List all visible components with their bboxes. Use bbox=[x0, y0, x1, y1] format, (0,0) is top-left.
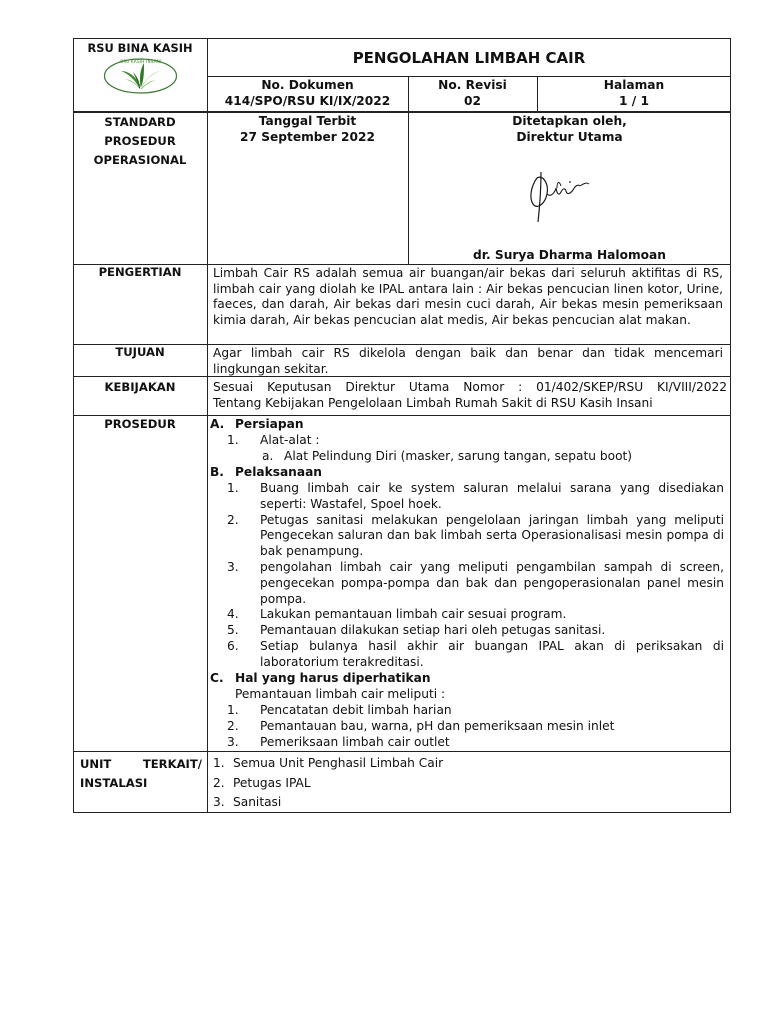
unit-label: UNIT TERKAIT/ INSTALASI bbox=[80, 757, 202, 790]
prosedur-content bbox=[210, 417, 724, 751]
list-item: 3. Sanitasi bbox=[213, 795, 282, 809]
list-item: 4. Lakukan pemantauan limbah cair sesuai program. bbox=[227, 607, 567, 622]
signatory-name: dr. Surya Dharma Halomoan bbox=[473, 248, 666, 262]
issue-date-label: Tanggal Terbit bbox=[258, 114, 357, 128]
prosedur-label: PROSEDUR bbox=[104, 417, 176, 431]
pengertian-text: Limbah Cair RS adalah semua air buangan/air bekas dari seluruh aktifitas di RS, limbah cair yang diolah ke IPAL antara lain : Air bekas pencucian linen kotor, Urine, faeces, dan darah, Air bekas dari mesin cuci darah, Air bekas mesin pemeriksaan kimia darah, Air bekas pencucian alat medis, Air bekas pencucian alat makan. bbox=[213, 266, 723, 327]
list-item: 5. Pemantauan dilakukan setiap hari oleh petugas sanitasi. bbox=[227, 623, 606, 638]
list-item: 3. pengolahan limbah cair yang meliputi pengambilan sampah di screen, pengecekan pompa-pompa dan bak dan pengoperasionalan panel mesin pompa. bbox=[227, 559, 724, 606]
list-item: 6. Setiap bulanya hasil akhir air buangan IPAL akan di periksakan di laboratorium terakreditasi. bbox=[227, 639, 724, 670]
sop-label: STANDARD PROSEDUR OPERASIONAL bbox=[93, 115, 187, 167]
section-c-list bbox=[210, 703, 724, 751]
unit-list bbox=[213, 754, 713, 813]
page-label: Halaman bbox=[603, 78, 665, 92]
list-item: 1. Pencatatan debit limbah harian bbox=[227, 702, 452, 717]
section-c-intro: Pemantauan limbah cair meliputi : bbox=[235, 686, 446, 701]
doc-number: 414/SPO/RSU KI/IX/2022 bbox=[224, 94, 391, 108]
list-item: 2. Petugas IPAL bbox=[213, 775, 311, 790]
pengertian-label: PENGERTIAN bbox=[98, 265, 182, 279]
hospital-logo bbox=[103, 56, 178, 96]
kebijakan-label: KEBIJAKAN bbox=[104, 380, 176, 394]
section-b-list bbox=[210, 481, 724, 671]
tujuan-text: Agar limbah cair RS dikelola dengan baik dan benar dan tidak mencemari lingkungan sekitar. bbox=[213, 346, 723, 376]
doc-number-label: No. Dokumen bbox=[261, 78, 354, 92]
section-a-item-1: 1. Alat-alat : bbox=[227, 433, 320, 447]
hospital-name: RSU BINA KASIH bbox=[87, 41, 193, 55]
page-number: 1 / 1 bbox=[619, 94, 649, 108]
list-item: 1. Buang limbah cair ke system saluran melalui sarana yang disediakan seperti: Wastafel, Spoel hoek. bbox=[227, 481, 724, 511]
issue-date: 27 September 2022 bbox=[240, 130, 375, 144]
revision-number: 02 bbox=[464, 94, 481, 108]
section-a-item-1a: a. Alat Pelindung Diri (masker, sarung tangan, sepatu boot) bbox=[262, 449, 633, 463]
tujuan-label: TUJUAN bbox=[115, 345, 165, 359]
kebijakan-line-2: Tentang Kebijakan Pengelolaan Limbah Rumah Sakit di RSU Kasih Insani bbox=[213, 396, 653, 410]
logo-arc-text: RSU KASIH INSANI bbox=[120, 59, 162, 64]
director-signature bbox=[523, 164, 613, 226]
approved-by-label: Ditetapkan oleh, bbox=[512, 114, 627, 128]
section-b-heading: B. Pelaksanaan bbox=[210, 465, 322, 479]
approved-role: Direktur Utama bbox=[516, 130, 623, 144]
document-title: PENGOLAHAN LIMBAH CAIR bbox=[352, 49, 586, 67]
section-a-heading: A. Persiapan bbox=[210, 417, 304, 431]
revision-label: No. Revisi bbox=[438, 78, 507, 92]
list-item: 3. Pemeriksaan limbah cair outlet bbox=[227, 734, 450, 749]
list-item: 1. Semua Unit Penghasil Limbah Cair bbox=[213, 756, 444, 770]
list-item: 2. Petugas sanitasi melakukan pengelolaan jaringan limbah yang meliputi Pengecekan saluran dan bak limbah serta Operasionalisasi mesin pompa di bak penampung. bbox=[227, 512, 724, 559]
kebijakan-line-1: Sesuai Keputusan Direktur Utama Nomor : 01/402/SKEP/RSU KI/VIII/2022 bbox=[213, 380, 727, 394]
section-c-heading: C. Hal yang harus diperhatikan bbox=[210, 670, 431, 685]
list-item: 2. Pemantauan bau, warna, pH dan pemeriksaan mesin inlet bbox=[227, 718, 615, 733]
